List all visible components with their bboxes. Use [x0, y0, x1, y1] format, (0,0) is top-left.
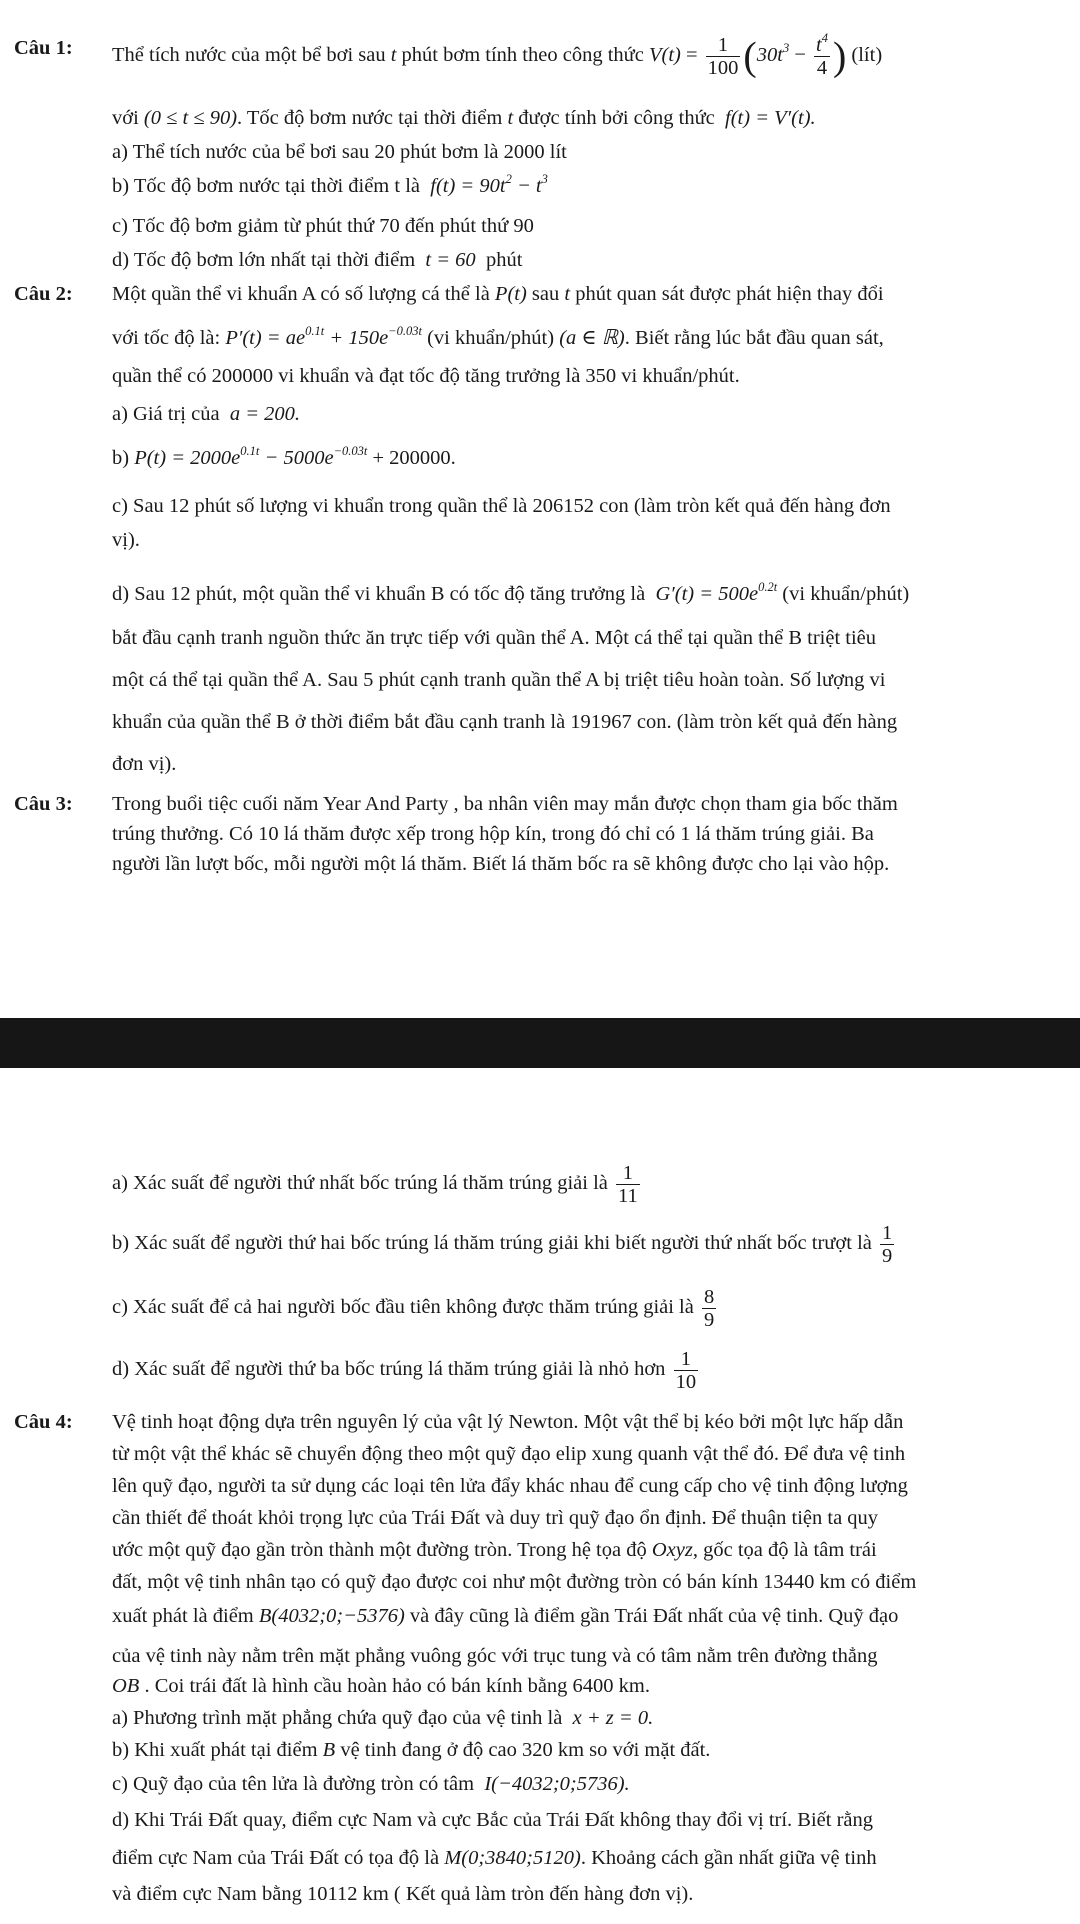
q4-stem-line5: ước một quỹ đạo gần tròn thành một đường tròn. Trong hệ tọa độ Oxyz, gốc tọa độ là tâm trái	[112, 1539, 877, 1561]
q3-stem-line1: Trong buổi tiệc cuối năm Year And Party , ba nhân viên may mắn được chọn tham gia bốc thăm	[112, 793, 898, 815]
q4-stem-line1: Vệ tinh hoạt động dựa trên nguyên lý của vật lý Newton. Một vật thể bị kéo bởi một lực hấp dẫn	[112, 1411, 904, 1433]
q4-stem-line4: cần thiết để thoát khỏi trọng lực của Trái Đất và duy trì quỹ đạo ổn định. Để thuận tiện ta quy	[112, 1507, 879, 1529]
q2-option-c-line1: c) Sau 12 phút số lượng vi khuẩn trong quần thể là 206152 con (làm tròn kết quả đến hàng đơn	[112, 495, 891, 517]
q1-stem-line2: với (0 ≤ t ≤ 90). Tốc độ bơm nước tại thời điểm t được tính bởi công thức f(t) = V′(t).	[112, 107, 816, 129]
q4-option-d-line2: điểm cực Nam của Trái Đất có tọa độ là M(0;3840;5120). Khoảng cách gần nhất giữa vệ tinh	[112, 1847, 877, 1869]
question-4-label: Câu 4:	[14, 1411, 73, 1433]
q3-option-d: d) Xác suất để người thứ ba bốc trúng lá thăm trúng giải là nhỏ hơn $\frac{1}{10}$	[112, 1348, 697, 1393]
q2-option-d-line4: khuẩn của quần thể B ở thời điểm bắt đầu cạnh tranh là 191967 con. (làm tròn kết quả đến hàng	[112, 711, 898, 733]
q4-stem-line9: OB . Coi trái đất là hình cầu hoàn hảo có bán kính bằng 6400 km.	[112, 1675, 651, 1697]
question-1-label: Câu 1:	[14, 37, 73, 59]
page-divider-band	[0, 1018, 1080, 1068]
q4-option-b: b) Khi xuất phát tại điểm B vệ tinh đang ở độ cao 320 km so với mặt đất.	[112, 1739, 711, 1761]
q1-option-b: b) Tốc độ bơm nước tại thời điểm t là $f(t) = 90t^2 - t^3$	[112, 172, 548, 197]
q4-option-d-line3: và điểm cực Nam bằng 10112 km ( Kết quả làm tròn đến hàng đơn vị).	[112, 1883, 694, 1905]
q2-stem-line1: Một quần thể vi khuẩn A có số lượng cá thể là P(t) sau t phút quan sát được phát hiện thay đổi	[112, 283, 884, 305]
q2-option-a: a) Giá trị của a = 200.	[112, 403, 301, 425]
q3-option-c: c) Xác suất để cả hai người bốc đầu tiên không được thăm trúng giải là $\frac{8}{9}$	[112, 1286, 715, 1331]
q1-stem-line1: Thể tích nước của một bể bơi sau t phút bơm tính theo công thức V(t) = $\frac{1}{100}$ ($30t^3$ − $\frac{t^4}{4}$ ) (lít)	[112, 31, 883, 79]
q2-option-d-line2: bắt đầu cạnh tranh nguồn thức ăn trực tiếp với quần thể A. Một cá thể tại quần thể B triệt tiêu	[112, 627, 877, 649]
q4-stem-line3: lên quỹ đạo, người ta sử dụng các loại tên lửa đẩy khác nhau để cung cấp cho vệ tinh động lượng	[112, 1475, 908, 1497]
q2-option-d-line1: d) Sau 12 phút, một quần thể vi khuẩn B có tốc độ tăng trưởng là $G'(t) = 500e^{0.2t}$ (vi khuẩn/phút)	[112, 580, 910, 605]
q3-option-a: a) Xác suất để người thứ nhất bốc trúng lá thăm trúng giải là $\frac{1}{11}$	[112, 1162, 638, 1207]
q4-option-c: c) Quỹ đạo của tên lửa là đường tròn có tâm I(−4032;0;5736).	[112, 1773, 630, 1795]
q2-option-b: b) $P(t) = 2000e^{0.1t} - 5000e^{-0.03t} + 200000$.	[112, 444, 456, 469]
q4-option-a: a) Phương trình mặt phẳng chứa quỹ đạo của vệ tinh là x + z = 0.	[112, 1707, 654, 1729]
q1-option-a: a) Thể tích nước của bể bơi sau 20 phút bơm là 2000 lít	[112, 141, 567, 163]
q3-stem-line2: trúng thưởng. Có 10 lá thăm được xếp trong hộp kín, trong đó chỉ có 1 lá thăm trúng giải. Ba	[112, 823, 874, 845]
q2-stem-line2: với tốc độ là: $P'(t) = ae^{0.1t} + 150e^{-0.03t}$ (vi khuẩn/phút) (a ∈ ℝ). Biết rằng lúc bắt đầu quan sát,	[112, 324, 884, 349]
q2-option-d-line5: đơn vị).	[112, 753, 177, 775]
q2-stem-line3: quần thể có 200000 vi khuẩn và đạt tốc độ tăng trưởng là 350 vi khuẩn/phút.	[112, 365, 740, 387]
q3-stem-line3: người lần lượt bốc, mỗi người một lá thăm. Biết lá thăm bốc ra sẽ không được cho lại vào hộp.	[112, 853, 890, 875]
q4-option-d-line1: d) Khi Trái Đất quay, điểm cực Nam và cực Bắc của Trái Đất không thay đổi vị trí. Biết rằng	[112, 1809, 874, 1831]
q4-stem-line2: từ một vật thể khác sẽ chuyển động theo một quỹ đạo elip xung quanh vật thể đó. Để đưa vệ tinh	[112, 1443, 906, 1465]
question-3-label: Câu 3:	[14, 793, 73, 815]
q4-stem-line8: của vệ tinh này nằm trên mặt phẳng vuông góc với trục tung và có tâm nằm trên đường thẳng	[112, 1645, 878, 1667]
q3-option-b: b) Xác suất để người thứ hai bốc trúng lá thăm trúng giải khi biết người thứ nhất bốc trượt là $\frac{1}{9}$	[112, 1222, 893, 1267]
lower-page	[0, 1068, 1080, 1924]
q4-stem-line6: đất, một vệ tinh nhân tạo có quỹ đạo được coi như một đường tròn có bán kính 13440 km có điểm	[112, 1571, 917, 1593]
q4-stem-line7: xuất phát là điểm B(4032;0;−5376) và đây cũng là điểm gần Trái Đất nhất của vệ tinh. Quỹ đạo	[112, 1605, 899, 1627]
question-2-label: Câu 2:	[14, 283, 73, 305]
q1-option-c: c) Tốc độ bơm giảm từ phút thứ 70 đến phút thứ 90	[112, 215, 534, 237]
q2-option-c-line2: vị).	[112, 529, 140, 551]
q2-option-d-line3: một cá thể tại quần thể A. Sau 5 phút cạnh tranh quần thể A bị triệt tiêu hoàn toàn. Số lượng vi	[112, 669, 886, 691]
q1-option-d: d) Tốc độ bơm lớn nhất tại thời điểm t = 60 phút	[112, 249, 523, 271]
